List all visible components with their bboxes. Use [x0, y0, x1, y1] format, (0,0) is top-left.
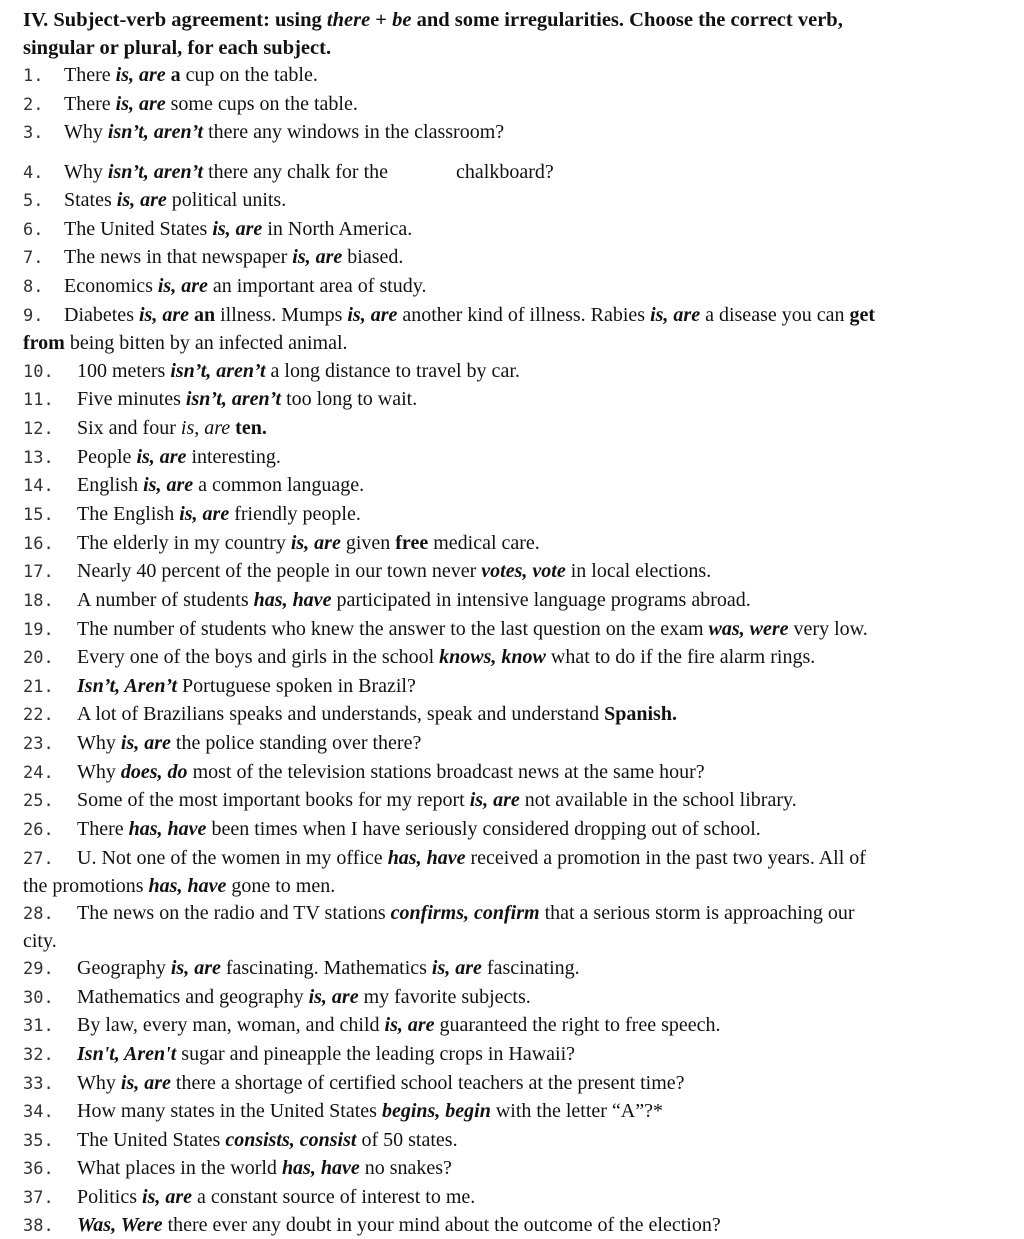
verb-choice: isn’t, aren’t	[185, 388, 282, 410]
question-number: 23.	[23, 734, 54, 754]
question-9: 9. Diabetes is, are an illness. Mumps is, are another kind of illness. Rabies is, are a disease you can get	[23, 301, 1008, 329]
question-number: 26.	[23, 820, 54, 840]
question-10: 10. 100 meters isn’t, aren’t a long distance to travel by car.	[23, 357, 1008, 385]
question-32: 32. Isn't, Aren't sugar and pineapple the leading crops in Hawaii?	[23, 1040, 1008, 1068]
question-number: 34.	[23, 1102, 54, 1122]
question-17: 17. Nearly 40 percent of the people in our town never votes, vote in local elections.	[23, 557, 1008, 585]
question-34: 34. How many states in the United States begins, begin with the letter “A”?*	[23, 1097, 1008, 1125]
question-number: 25.	[23, 791, 54, 811]
question-24: 24. Why does, do most of the television stations broadcast news at the same hour?	[23, 758, 1008, 786]
question-number: 16.	[23, 534, 54, 554]
question-number: 35.	[23, 1131, 54, 1151]
question-number: 31.	[23, 1016, 54, 1036]
question-12: 12. Six and four is, are ten.	[23, 414, 1008, 442]
question-number: 32.	[23, 1045, 54, 1065]
question-15: 15. The English is, are friendly people.	[23, 500, 1008, 528]
question-number: 12.	[23, 419, 54, 439]
question-number: 19.	[23, 620, 54, 640]
question-number: 17.	[23, 562, 54, 582]
verb-choice: is, are	[212, 218, 263, 240]
verb-choice: begins, begin	[381, 1100, 491, 1122]
verb-choice: isn’t, aren’t	[170, 360, 266, 382]
question-number: 27.	[23, 849, 54, 869]
verb-choice: Isn't, Aren't	[77, 1043, 177, 1065]
question-number: 29.	[23, 959, 54, 979]
verb-choice: is, are	[143, 474, 194, 496]
question-31: 31. By law, every man, woman, and child is, are guaranteed the right to free speech.	[23, 1011, 1008, 1039]
question-7: 7. The news in that newspaper is, are biased.	[23, 243, 1008, 271]
question-20: 20. Every one of the boys and girls in the school knows, know what to do if the fire alarm rings.	[23, 643, 1008, 671]
verb-choice: was, were	[708, 618, 789, 640]
verb-choice: has, have	[387, 847, 466, 869]
verb-choice: is, are	[431, 957, 482, 979]
verb-choice: confirms, confirm	[390, 902, 540, 924]
question-26: 26. There has, have been times when I have seriously considered dropping out of school.	[23, 815, 1008, 843]
question-28-continued: city.	[23, 930, 57, 952]
question-1: 1. There is, are a cup on the table.	[23, 61, 1008, 89]
question-29: 29. Geography is, are fascinating. Mathematics is, are fascinating.	[23, 954, 1008, 982]
question-25: 25. Some of the most important books for my report is, are not available in the school library.	[23, 786, 1008, 814]
verb-choice: is, are	[157, 275, 208, 297]
exercise-title-line-2: singular or plural, for each subject.	[23, 37, 332, 59]
verb-choice: Was, Were	[77, 1214, 163, 1236]
question-4: 4. Why isn’t, aren’t there any chalk for the chalkboard?	[23, 158, 1008, 186]
question-number: 3.	[23, 123, 44, 143]
question-number: 5.	[23, 191, 44, 211]
verb-choice: knows, know	[439, 646, 546, 668]
question-number: 18.	[23, 591, 54, 611]
question-number: 22.	[23, 705, 54, 725]
question-number: 11.	[23, 390, 54, 410]
question-9-continued: from being bitten by an infected animal.	[23, 332, 348, 354]
verb-choice: isn’t, aren’t	[107, 121, 204, 143]
question-number: 21.	[23, 677, 54, 697]
verb-choice: is, are	[115, 64, 166, 86]
question-number: 10.	[23, 362, 54, 382]
question-number: 38.	[23, 1216, 54, 1236]
verb-choice: is, are	[115, 93, 166, 115]
question-number: 7.	[23, 248, 44, 268]
question-5: 5. States is, are political units.	[23, 186, 1008, 214]
question-number: 24.	[23, 763, 54, 783]
question-36: 36. What places in the world has, have no snakes?	[23, 1154, 1008, 1182]
question-11: 11. Five minutes isn’t, aren’t too long to wait.	[23, 385, 1008, 413]
question-23: 23. Why is, are the police standing over there?	[23, 729, 1008, 757]
question-27: 27. U. Not one of the women in my office has, have received a promotion in the past two years. All of	[23, 844, 1008, 872]
question-33: 33. Why is, are there a shortage of certified school teachers at the present time?	[23, 1069, 1008, 1097]
verb-choice: is, are	[120, 1072, 171, 1094]
verb-choice: is, are	[469, 789, 520, 811]
verb-choice: has, have	[128, 818, 207, 840]
question-13: 13. People is, are interesting.	[23, 443, 1008, 471]
question-number: 2.	[23, 95, 44, 115]
question-number: 28.	[23, 904, 54, 924]
verb-choice: is, are	[120, 732, 171, 754]
verb-choice: is, are	[116, 189, 167, 211]
verb-choice: is, are	[136, 446, 187, 468]
question-number: 1.	[23, 66, 44, 86]
verb-choice: is, are	[170, 957, 221, 979]
question-28: 28. The news on the radio and TV stations confirms, confirm that a serious storm is approaching our	[23, 899, 1008, 927]
verb-choice: votes, vote	[481, 560, 566, 582]
question-8: 8. Economics is, are an important area of study.	[23, 272, 1008, 300]
question-number: 30.	[23, 988, 54, 1008]
question-19: 19. The number of students who knew the answer to the last question on the exam was, were very low.	[23, 615, 1008, 643]
verb-choice: is, are	[308, 986, 359, 1008]
question-number: 8.	[23, 277, 44, 297]
verb-choice: is, are	[179, 503, 230, 525]
exercise-title-line-1: IV. Subject-verb agreement: using there + be and some irregularities. Choose the correct verb,	[23, 9, 843, 31]
question-3: 3. Why isn’t, aren’t there any windows in the classroom?	[23, 118, 1008, 146]
question-18: 18. A number of students has, have participated in intensive language programs abroad.	[23, 586, 1008, 614]
question-number: 37.	[23, 1188, 54, 1208]
verb-choice: is, are	[290, 532, 341, 554]
verb-choice: isn’t, aren’t	[107, 161, 204, 183]
question-38: 38. Was, Were there ever any doubt in your mind about the outcome of the election?	[23, 1211, 1008, 1239]
verb-choice: has, have	[281, 1157, 360, 1179]
verb-choice: is, are	[347, 304, 398, 326]
question-number: 6.	[23, 220, 44, 240]
question-number: 4.	[23, 163, 44, 183]
question-21: 21. Isn’t, Aren’t Portuguese spoken in Brazil?	[23, 672, 1008, 700]
question-6: 6. The United States is, are in North America.	[23, 215, 1008, 243]
question-30: 30. Mathematics and geography is, are my favorite subjects.	[23, 983, 1008, 1011]
verb-choice: is, are	[292, 246, 343, 268]
verb-choice: is, are	[180, 417, 231, 439]
verb-choice: has, have	[148, 875, 227, 897]
verb-choice: is, are	[384, 1014, 435, 1036]
verb-choice: Isn’t, Aren’t	[77, 675, 178, 697]
verb-choice: is, are	[650, 304, 701, 326]
question-number: 33.	[23, 1074, 54, 1094]
question-16: 16. The elderly in my country is, are given free medical care.	[23, 529, 1008, 557]
verb-choice: is, are	[138, 304, 189, 326]
question-2: 2. There is, are some cups on the table.	[23, 90, 1008, 118]
question-number: 20.	[23, 648, 54, 668]
question-22: 22. A lot of Brazilians speaks and understands, speak and understand Spanish.	[23, 700, 1008, 728]
question-37: 37. Politics is, are a constant source of interest to me.	[23, 1183, 1008, 1211]
verb-choice: consists, consist	[225, 1129, 357, 1151]
question-number: 36.	[23, 1159, 54, 1179]
verb-choice: does, do	[120, 761, 188, 783]
question-number: 14.	[23, 476, 54, 496]
question-number: 9.	[23, 306, 44, 326]
question-27-continued: the promotions has, have gone to men.	[23, 875, 336, 897]
verb-choice: has, have	[253, 589, 332, 611]
question-number: 15.	[23, 505, 54, 525]
verb-choice: is, are	[142, 1186, 193, 1208]
question-number: 13.	[23, 448, 54, 468]
question-14: 14. English is, are a common language.	[23, 471, 1008, 499]
question-35: 35. The United States consists, consist of 50 states.	[23, 1126, 1008, 1154]
